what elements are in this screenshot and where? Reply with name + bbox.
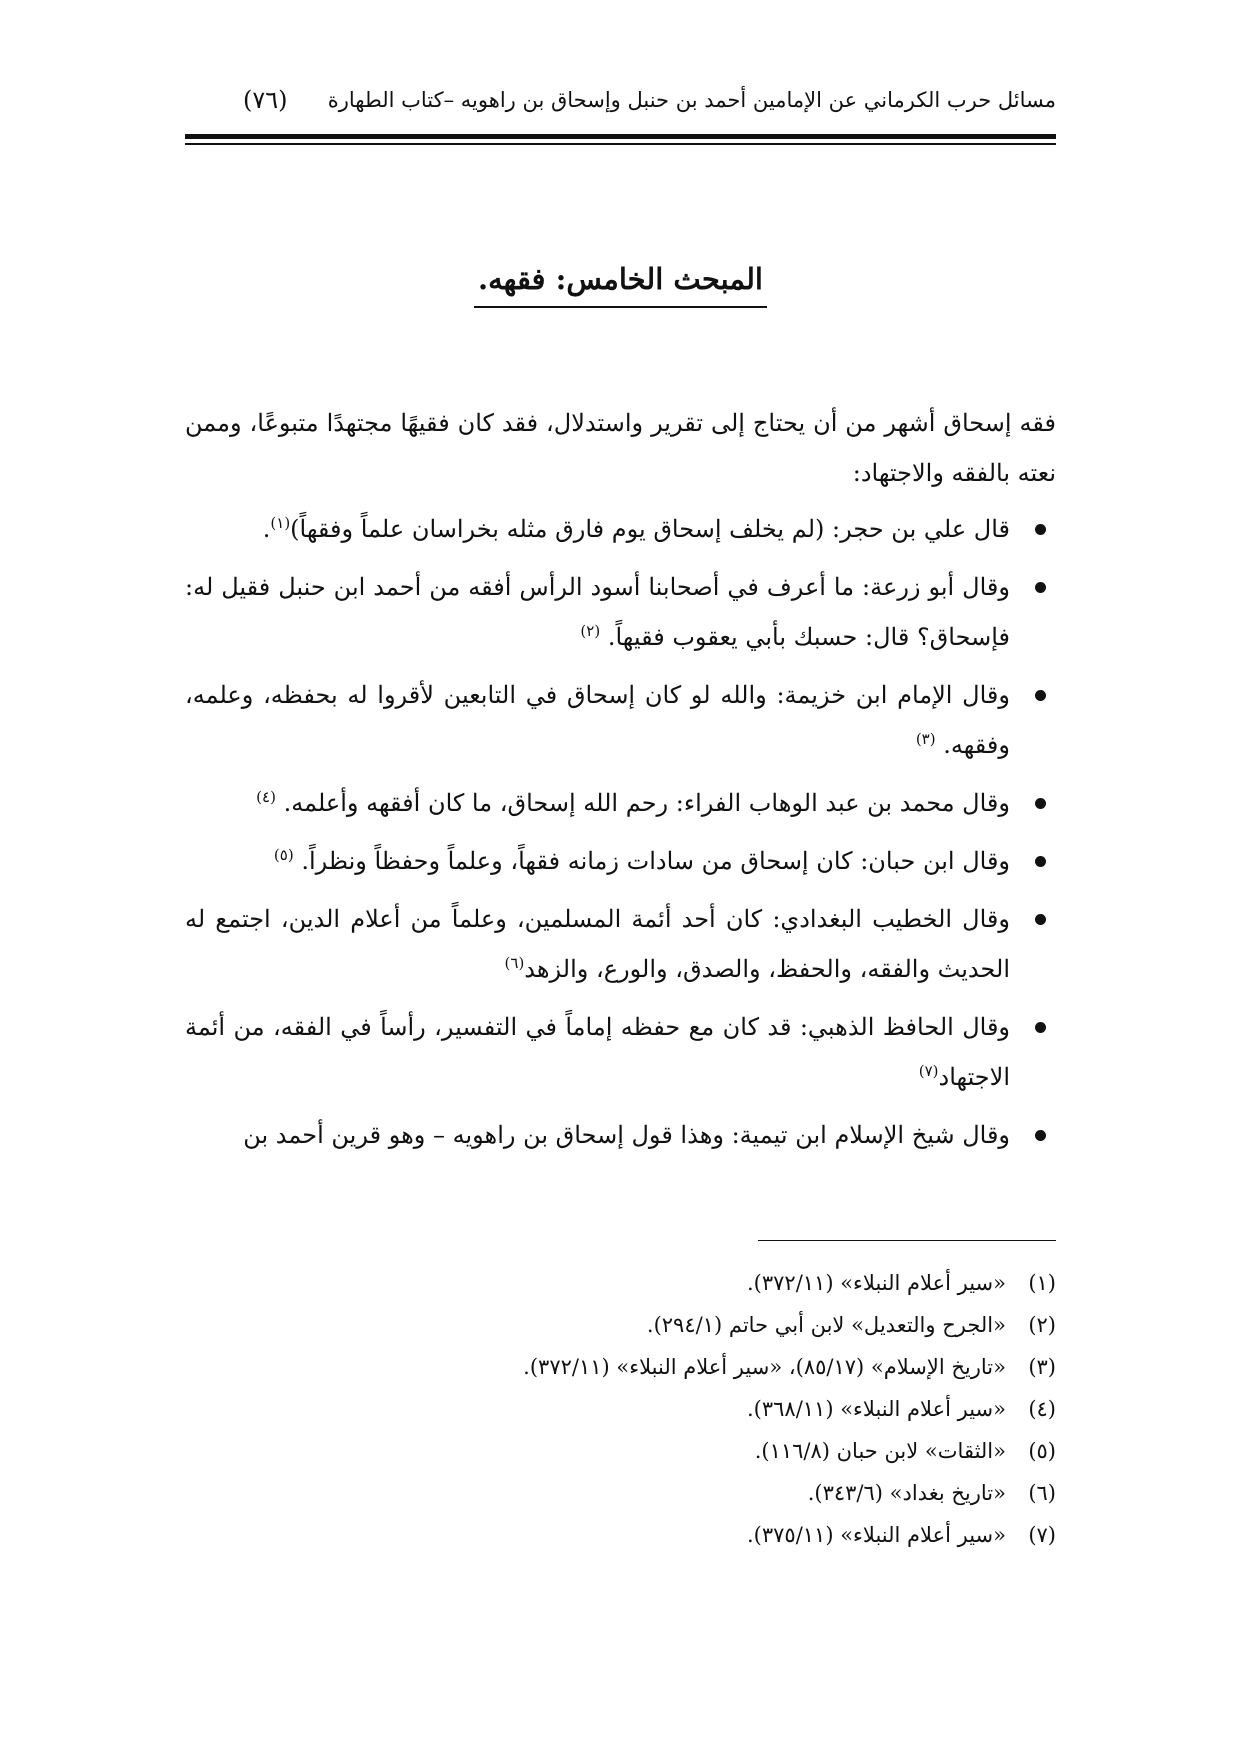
footnote-number: (١) [1028,1271,1056,1295]
footnote-text: «تاريخ بغداد» (٣٤٣/٦). [807,1481,1006,1505]
footnote-number: (٦) [1028,1481,1056,1505]
bullet-icon [1035,524,1046,535]
footnote-text: «سير أعلام النبلاء» (٣٦٨/١١). [746,1397,1006,1421]
quote-end: . [262,515,271,543]
bullet-icon [1035,690,1046,701]
quote-text: وقال الحافظ الذهبي: قد كان مع حفظه إماماً في التفسير، رأساً في الفقه، من أئمة الاجتهاد [185,1013,1010,1091]
header-title: مسائل حرب الكرماني عن الإمامين أحمد بن حنبل وإسحاق بن راهويه –كتاب الطهارة [327,88,1056,112]
footnote-item [185,1430,1056,1472]
footnote-item [185,1472,1056,1514]
intro-line-2: نعته بالفقه والاجتهاد: [852,459,1056,487]
list-item [185,1002,1056,1102]
list-item [185,778,1056,828]
quote-text: وقال ابن حبان: كان إسحاق من سادات زمانه فقهاً، وعلماً وحفظاً ونظراً. [301,847,1010,875]
page-number: (٧٦) [243,86,288,114]
footnote-item [185,1262,1056,1304]
list-item [185,670,1056,770]
footnote-ref[interactable]: (٢) [580,622,601,640]
header-rule-thin [185,143,1056,145]
bullet-icon [1035,914,1046,925]
footnote-ref[interactable]: (٤) [256,788,276,806]
footnote-item [185,1514,1056,1556]
quote-text: وقال الإمام ابن خزيمة: والله لو كان إسحاق في التابعين لأقروا له بحفظه، وعلمه، وفقهه. [185,681,1010,759]
list-item [185,836,1056,886]
footnote-text: «الجرح والتعديل» لابن أبي حاتم (٢٩٤/١). [646,1313,1006,1337]
footnote-number: (٣) [1028,1355,1056,1379]
quote-text: وقال محمد بن عبد الوهاب الفراء: رحم الله إسحاق، ما كان أفقهه وأعلمه. [283,789,1010,817]
footnote-item [185,1346,1056,1388]
quote-text: وقال أبو زرعة: ما أعرف في أصحابنا أسود الرأس أفقه من أحمد ابن حنبل فقيل له: فإسحاق؟ قال: حسبك بأبي يعقوب فقيهاً. [185,573,1010,651]
footnote-item [185,1388,1056,1430]
bullet-icon [1035,1130,1046,1141]
bullet-icon [1035,1022,1046,1033]
section-heading [0,262,1241,308]
body-text [185,398,1056,1168]
list-item [185,504,1056,554]
footnote-separator [758,1240,1056,1241]
footnote-number: (٤) [1028,1397,1056,1421]
bullet-icon [1035,582,1046,593]
list-item [185,1110,1056,1160]
footnote-ref[interactable]: (٥) [273,846,294,864]
footnote-number: (٥) [1028,1439,1056,1463]
header-rule-thick [185,134,1056,139]
running-header [185,88,1056,128]
quotes-list [185,504,1056,1160]
bullet-icon [1035,856,1046,867]
footnote-number: (٧) [1028,1523,1056,1547]
list-item [185,894,1056,994]
footnote-ref[interactable]: (٧) [918,1062,939,1080]
footnote-text: «الثقات» لابن حبان (١١٦/٨). [754,1439,1006,1463]
intro-line-1: فقه إسحاق أشهر من أن يحتاج إلى تقرير واستدلال، فقد كان فقيهًا مجتهدًا متبوعًا، وممن [185,409,1056,437]
footnote-text: «سير أعلام النبلاء» (٣٧٥/١١). [746,1523,1006,1547]
footnote-text: «تاريخ الإسلام» (٨٥/١٧)، «سير أعلام النبلاء» (٣٧٢/١١). [523,1355,1006,1379]
quote-text: وقال الخطيب البغدادي: كان أحد أئمة المسلمين، وعلماً من أعلام الدين، اجتمع له الحديث والفقه، والحفظ، والصدق، والورع، والزهد [185,905,1010,983]
section-heading-text: المبحث الخامس: فقهه. [474,262,767,308]
footnote-ref[interactable]: (٦) [504,954,525,972]
footnote-ref[interactable]: (٣) [915,730,936,748]
intro-paragraph [185,398,1056,498]
footnote-item [185,1304,1056,1346]
footnote-ref[interactable]: (١) [270,514,291,532]
list-item [185,562,1056,662]
footnote-number: (٢) [1028,1313,1056,1337]
footnotes-list [185,1262,1056,1556]
footnote-text: «سير أعلام النبلاء» (٣٧٢/١١). [746,1271,1006,1295]
quote-text: قال علي بن حجر: (لم يخلف إسحاق يوم فارق مثله بخراسان علماً وفقهاً) [290,515,1010,543]
quote-text: وقال شيخ الإسلام ابن تيمية: وهذا قول إسحاق بن راهويه – وهو قرين أحمد بن [243,1121,1010,1149]
bullet-icon [1035,798,1046,809]
